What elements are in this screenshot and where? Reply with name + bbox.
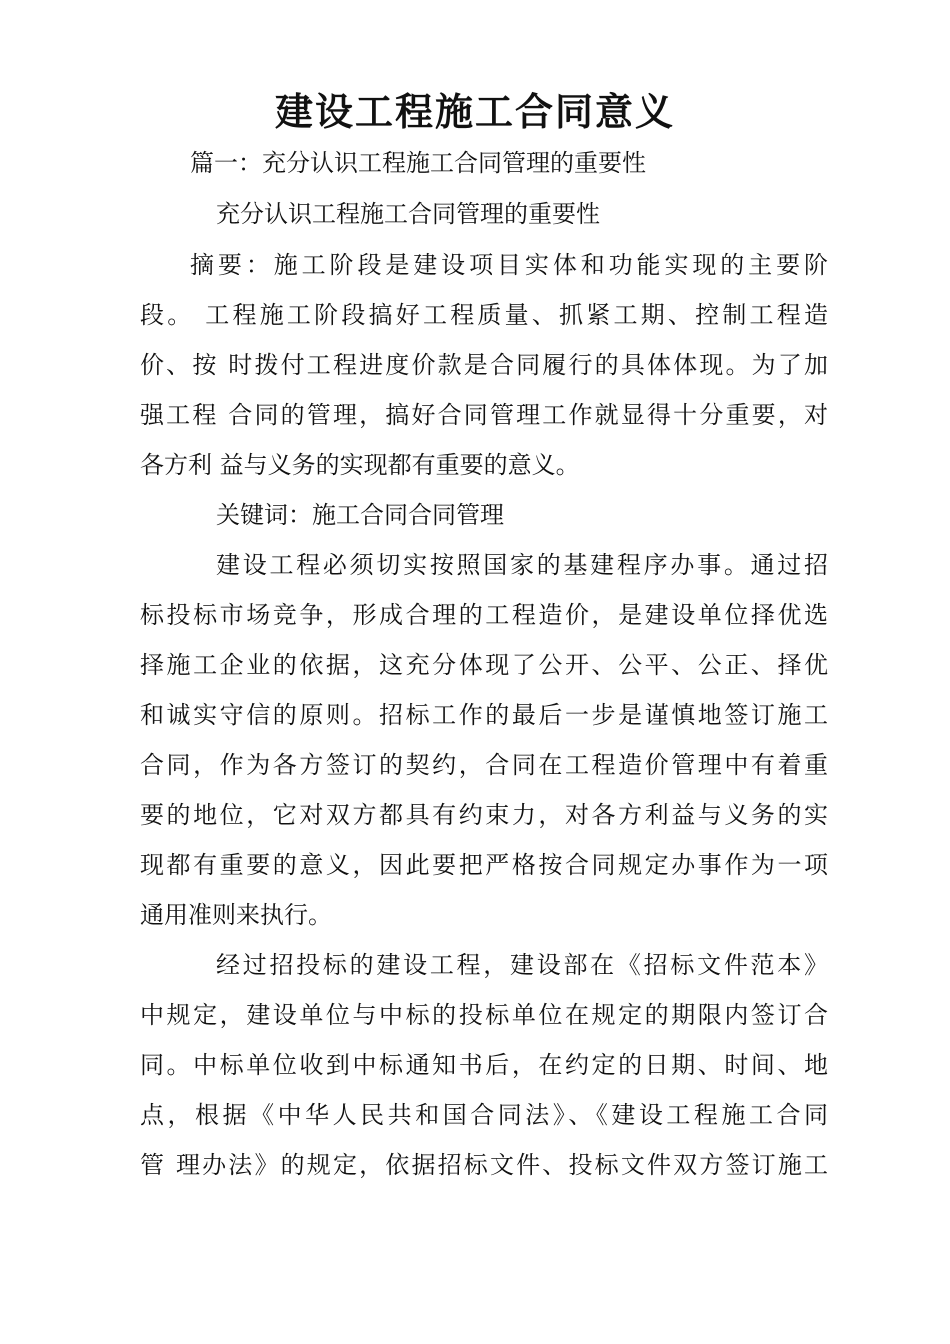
paragraph-line: 点，根据《中华人民共和国合同法》、《建设工程施工合同 (140, 1101, 828, 1129)
paragraph-line: 现都有重要的意义，因此要把严格按合同规定办事作为一项 (140, 851, 828, 879)
paragraph-line: 和诚实守信的原则。招标工作的最后一步是谨慎地签订施工 (140, 701, 828, 729)
paragraph-line: 要的地位，它对双方都具有约束力，对各方利益与义务的实 (140, 801, 828, 829)
paragraph-line: 通用准则来执行。 (140, 901, 332, 929)
paragraph-line: 合同，作为各方签订的契约，合同在工程造价管理中有着重 (140, 751, 828, 779)
subtitle: 充分认识工程施工合同管理的重要性 (216, 200, 600, 228)
paragraph-line: 择施工企业的依据，这充分体现了公开、公平、公正、择优 (140, 651, 828, 679)
abstract-line: 摘要：施工阶段是建设项目实体和功能实现的主要阶 (190, 251, 828, 279)
paragraph-line: 经过招投标的建设工程，建设部在《招标文件范本》 (216, 951, 828, 979)
abstract-line: 段。 工程施工阶段搞好工程质量、抓紧工期、控制工程造 (140, 301, 828, 329)
paragraph-line: 标投标市场竞争，形成合理的工程造价，是建设单位择优选 (140, 601, 828, 629)
section-heading: 篇一：充分认识工程施工合同管理的重要性 (190, 149, 646, 177)
abstract-line: 价、按 时拨付工程进度价款是合同履行的具体体现。为了加 (140, 351, 828, 379)
paragraph-line: 同。中标单位收到中标通知书后，在约定的日期、时间、地 (140, 1051, 828, 1079)
abstract-line: 各方利 益与义务的实现都有重要的意义。 (140, 451, 580, 479)
document-title: 建设工程施工合同意义 (274, 89, 675, 134)
paragraph-line: 中规定，建设单位与中标的投标单位在规定的期限内签订合 (140, 1001, 828, 1029)
keywords: 关键词：施工合同合同管理 (216, 501, 504, 529)
paragraph-line: 建设工程必须切实按照国家的基建程序办事。通过招 (216, 551, 828, 579)
paragraph-line: 管 理办法》的规定，依据招标文件、投标文件双方签订施工 (140, 1151, 828, 1179)
abstract-line: 强工程 合同的管理，搞好合同管理工作就显得十分重要，对 (140, 401, 828, 429)
